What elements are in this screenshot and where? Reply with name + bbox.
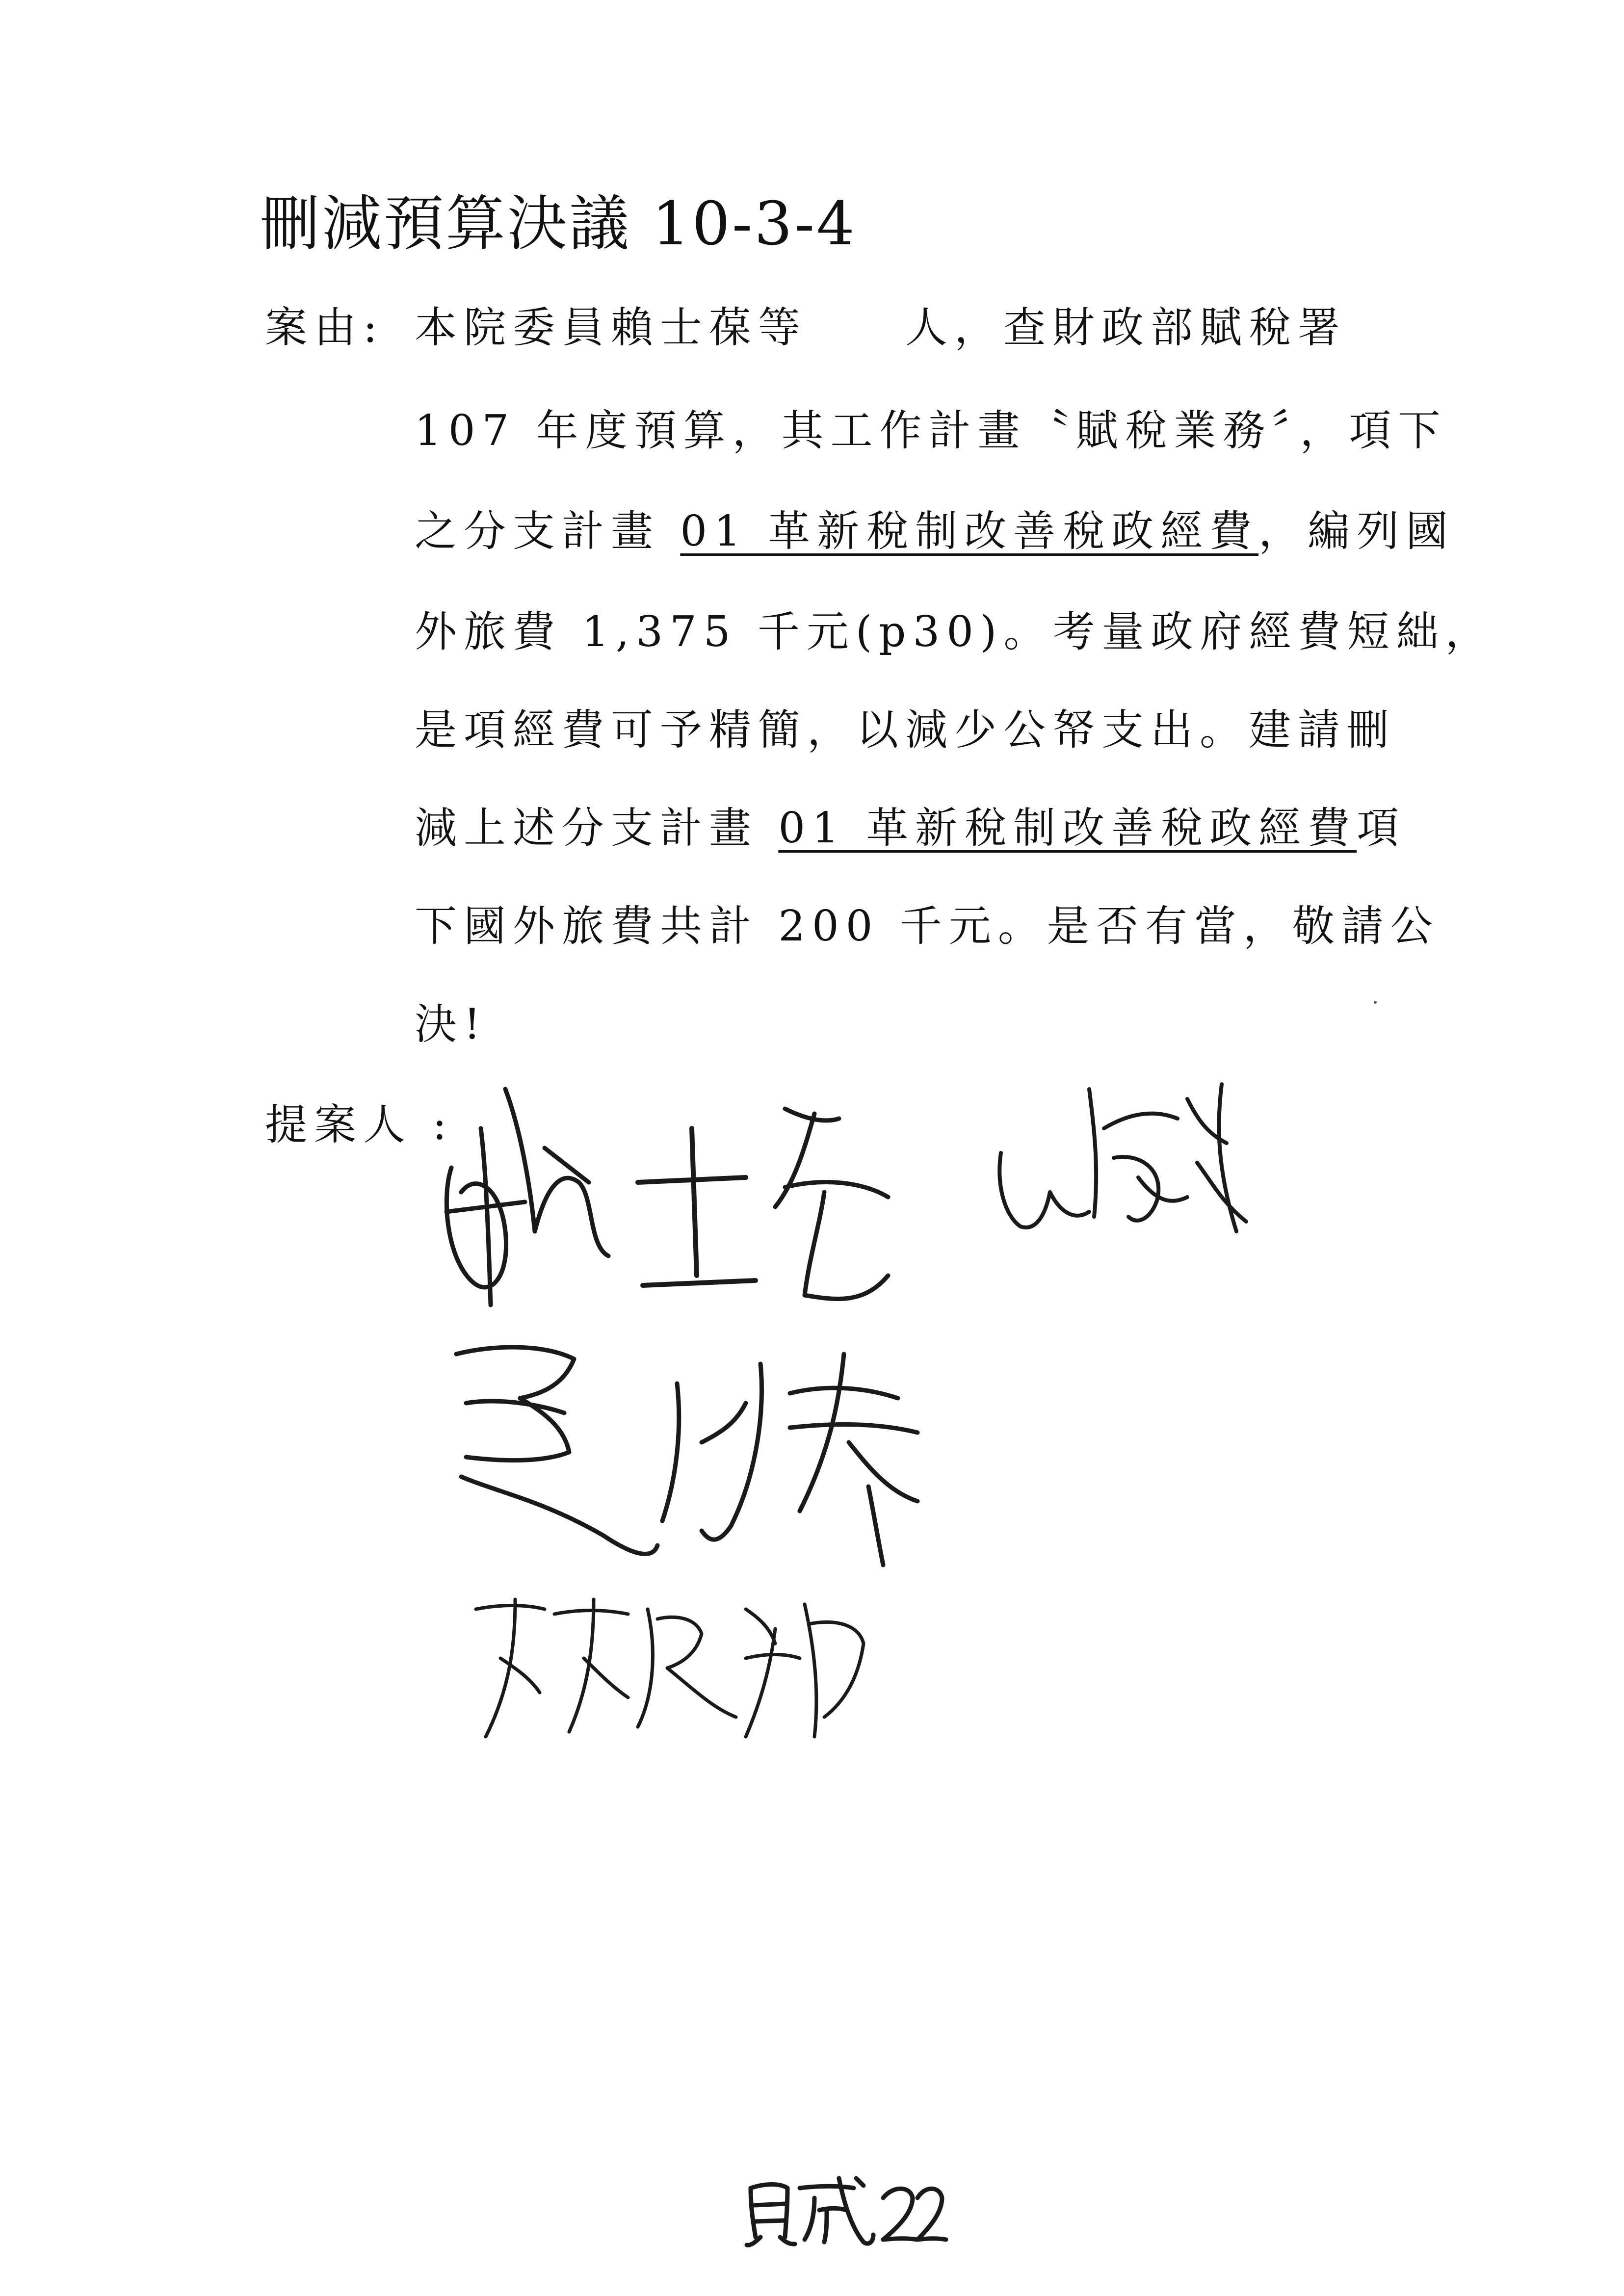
reason-line-1 — [415, 303, 1347, 352]
reason-text: ，編列國 — [1258, 507, 1455, 556]
page-stamp-handwritten — [741, 2168, 947, 2247]
signature-2 — [991, 1070, 1266, 1276]
reason-label: 案由: — [265, 303, 384, 352]
reason-line-8: 決! — [415, 1000, 488, 1049]
signature-1 — [432, 1070, 913, 1315]
reason-line-7: 下國外旅費共計 200 千元。是否有當，敬請公 — [415, 902, 1440, 951]
document-title: 刪減預算決議 10-3-4 — [260, 189, 857, 259]
reason-text: 項 — [1357, 804, 1406, 853]
reason-line-4: 外旅費 1,375 千元(p30)。考量政府經費短絀， — [415, 607, 1494, 656]
reason-text: 人，查財政部賦稅署 — [905, 303, 1347, 352]
reason-line-3 — [415, 507, 1455, 556]
reason-text: 之分支計畫 — [415, 507, 660, 556]
proposer-label: 提案人 : — [265, 1100, 454, 1149]
underlined-program-name: 01 革新稅制改善稅政經費 — [778, 804, 1357, 853]
reason-text: 本院委員賴士葆等 — [415, 303, 807, 352]
signature-4 — [471, 1580, 873, 1747]
scan-speck — [1374, 1001, 1377, 1004]
signature-3 — [446, 1315, 957, 1570]
reason-line-5: 是項經費可予精簡，以減少公帑支出。建請刪 — [415, 705, 1396, 755]
reason-line-6 — [415, 804, 1406, 853]
underlined-program-name: 01 革新稅制改善稅政經費 — [680, 507, 1259, 556]
reason-text: 減上述分支計畫 — [415, 804, 758, 853]
reason-line-2: 107 年度預算，其工作計畫〝賦稅業務〞，項下 — [415, 406, 1447, 455]
